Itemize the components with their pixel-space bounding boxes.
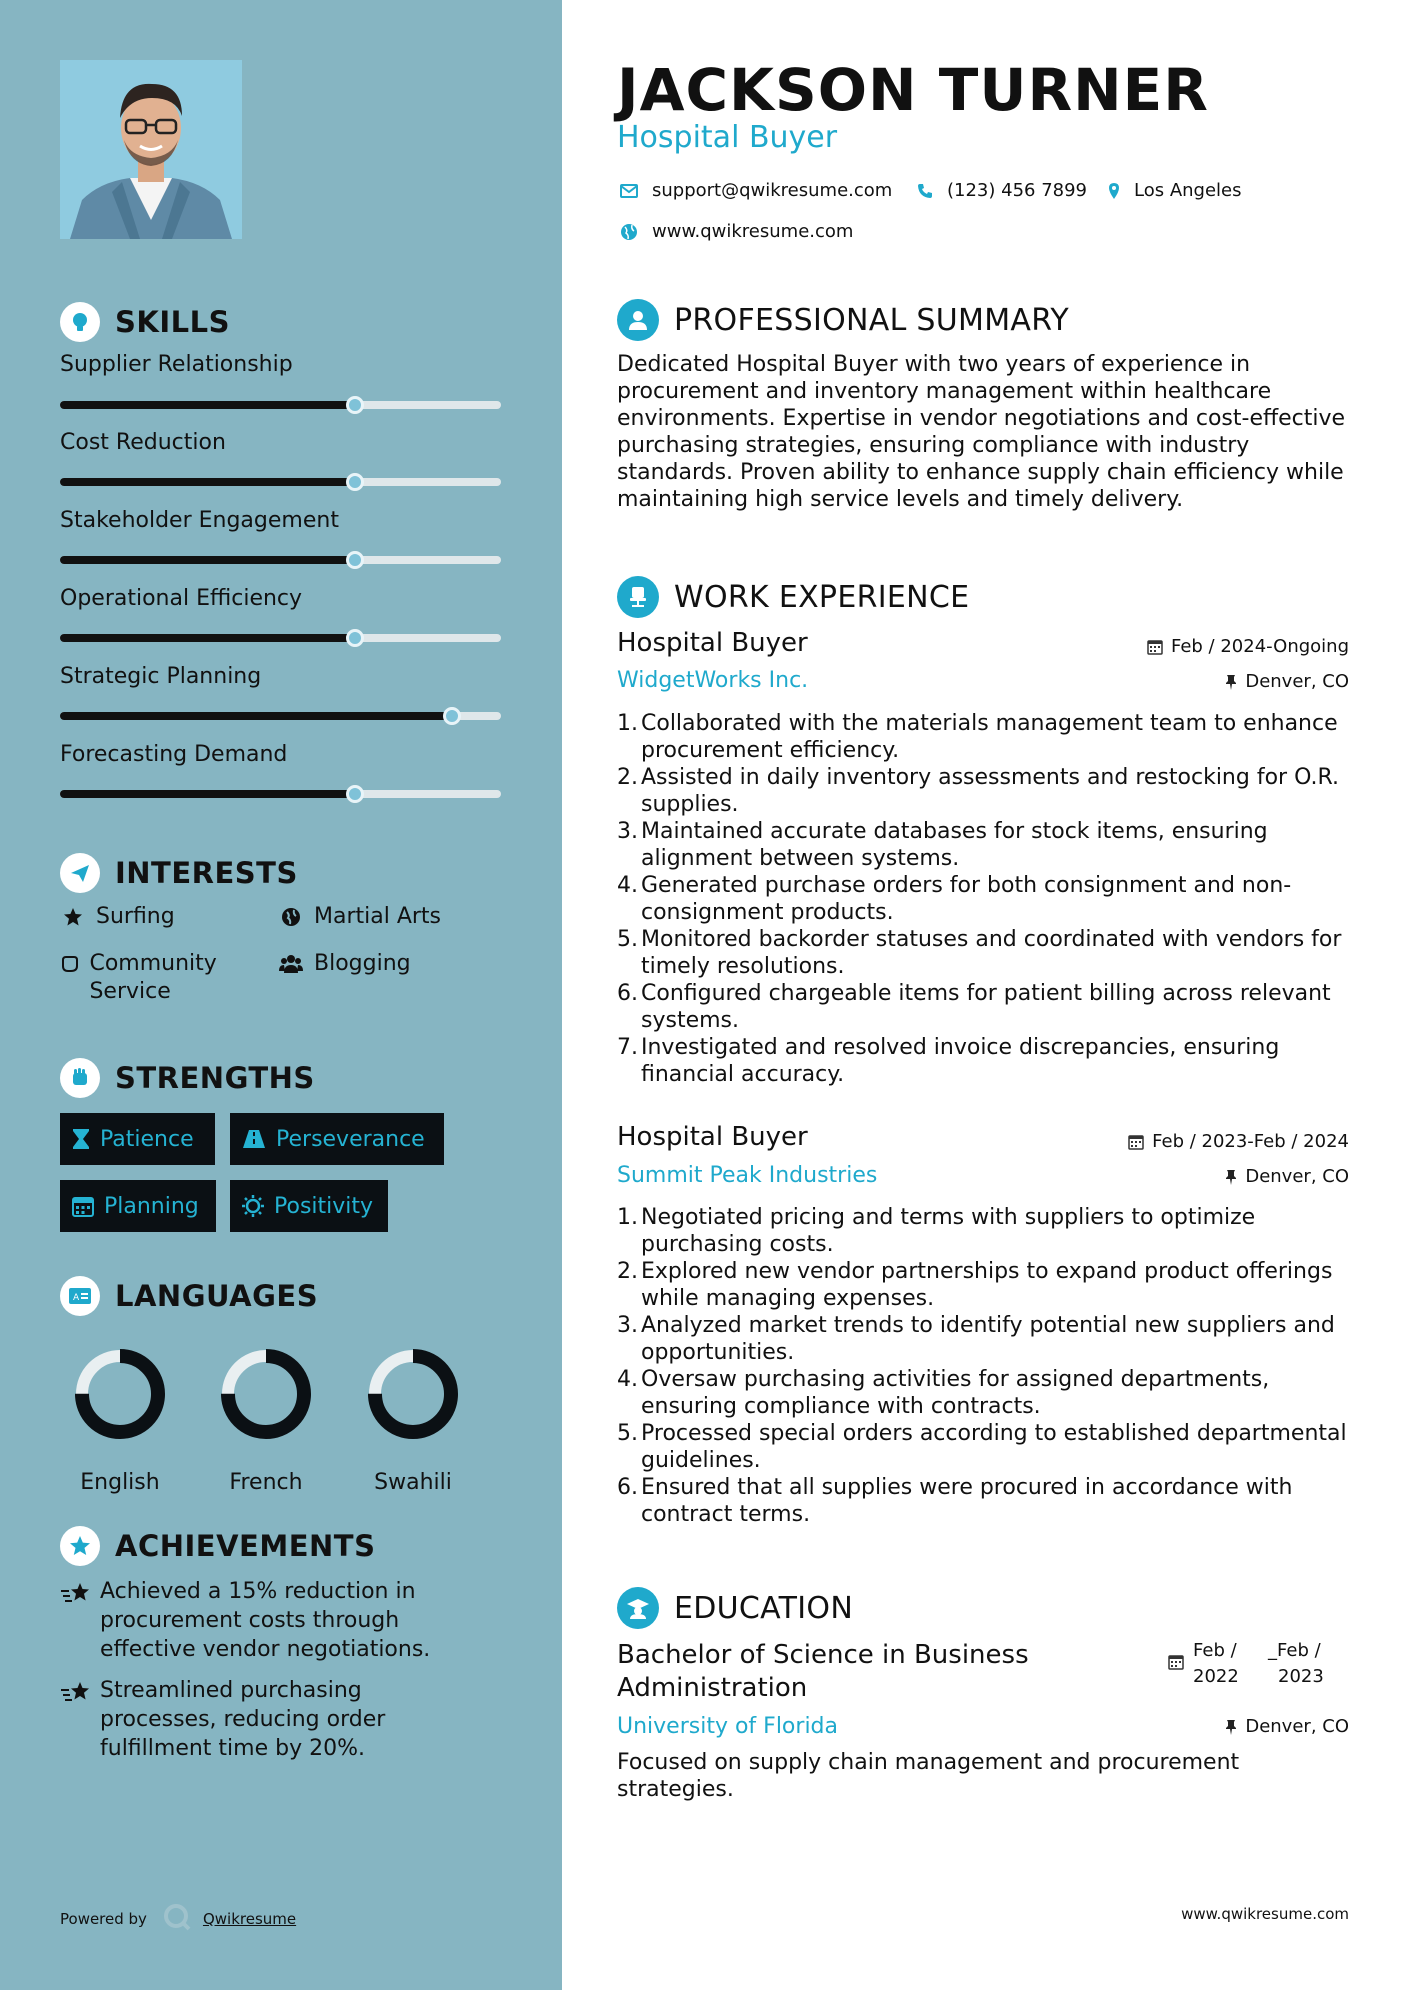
- star-badge-icon: [60, 1526, 100, 1566]
- calendar-icon: [1147, 639, 1163, 655]
- education-end-line-2: 2023: [1278, 1666, 1324, 1687]
- language-item: [363, 1344, 463, 1495]
- bullet-text: Maintained accurate databases for stock items, ensuring alignment between systems.: [641, 819, 1268, 871]
- job-bullets: [617, 1204, 1362, 1528]
- profile-photo: [60, 60, 242, 239]
- calendar-icon: [1168, 1654, 1184, 1674]
- achievement-item: [60, 1577, 470, 1664]
- skill-label: Stakeholder Engagement: [60, 508, 339, 533]
- language-item: [70, 1344, 170, 1495]
- experience-title: WORK EXPERIENCE: [674, 579, 970, 615]
- bullet-text: Processed special orders according to established departmental guidelines.: [641, 1421, 1347, 1473]
- skill-bar-knob: [346, 473, 364, 491]
- qwikresume-link[interactable]: Qwikresume: [202, 1910, 297, 1928]
- interests-header: [60, 853, 298, 893]
- education-start-line-2: 2022: [1193, 1666, 1239, 1687]
- education-location-text: Denver, CO: [1245, 1716, 1349, 1737]
- education-end-line-1: Feb /: [1277, 1640, 1321, 1661]
- strength-label: Patience: [100, 1126, 194, 1152]
- language-label: Swahili: [374, 1470, 452, 1495]
- list-item: [617, 710, 1362, 764]
- degree-line-2: Administration: [617, 1673, 808, 1703]
- pushpin-icon: [1225, 1169, 1237, 1185]
- bullet-text: Ensured that all supplies were procured in accordance with contract terms.: [641, 1475, 1293, 1527]
- graduate-icon: [617, 1587, 659, 1629]
- paper-plane-icon: [60, 853, 100, 893]
- education-start-line-1: Feb /: [1193, 1640, 1237, 1661]
- bullet-text: Collaborated with the materials management team to enhance procurement efficiency.: [641, 711, 1338, 763]
- education-title: EDUCATION: [674, 1590, 854, 1626]
- star-icon: [58, 903, 88, 927]
- school-name[interactable]: University of Florida: [617, 1714, 838, 1739]
- lightbulb-icon: [60, 302, 100, 342]
- job-location: [1225, 671, 1349, 692]
- list-item: [617, 1258, 1362, 1312]
- education-end-date: [1268, 1638, 1324, 1690]
- sidebar: [0, 0, 562, 1990]
- language-ring: [70, 1344, 170, 1444]
- skill-bar: [60, 712, 501, 720]
- bullet-number: 2.: [617, 1259, 638, 1284]
- interest-label: Martial Arts: [314, 904, 442, 929]
- list-item: [617, 818, 1362, 872]
- calendar-icon: [72, 1195, 94, 1217]
- job-dates-text: Feb / 2024-Ongoing: [1170, 636, 1349, 657]
- bullet-number: 4.: [617, 1367, 638, 1392]
- user-icon: [617, 299, 659, 341]
- map-pin-icon: [1108, 182, 1120, 200]
- skill-label: Strategic Planning: [60, 664, 262, 689]
- list-item: [617, 1204, 1362, 1258]
- strength-tag: [60, 1113, 215, 1165]
- job-location-text: Denver, CO: [1245, 671, 1349, 692]
- language-card-icon: [60, 1276, 100, 1316]
- bullet-number: 5.: [617, 1421, 638, 1446]
- pushpin-icon: [1225, 674, 1237, 690]
- svg-text:A: A: [73, 1293, 80, 1303]
- location-text: Los Angeles: [1134, 180, 1242, 201]
- achievement-item: [60, 1676, 470, 1763]
- company-name[interactable]: Summit Peak Industries: [617, 1163, 878, 1188]
- skills-header: [60, 302, 230, 342]
- skill-label: Forecasting Demand: [60, 742, 288, 767]
- list-item: [617, 1420, 1362, 1474]
- skill-bar-knob: [346, 551, 364, 569]
- qwikresume-logo-icon: [163, 1903, 191, 1935]
- experience-header: [617, 576, 969, 618]
- skill-bar-fill: [60, 478, 355, 486]
- skill-bar: [60, 478, 501, 486]
- strengths-title: STRENGTHS: [115, 1061, 315, 1095]
- job-dates: [1128, 1131, 1349, 1152]
- interests-title: INTERESTS: [115, 856, 298, 890]
- bullet-number: 6.: [617, 1475, 638, 1500]
- bullet-text: Configured chargeable items for patient billing across relevant systems.: [641, 981, 1331, 1033]
- contact-website: [620, 221, 853, 242]
- summary-text: Dedicated Hospital Buyer with two years of experience in procurement and inventory management within healthcare environments. Expertise in vendor negotiations and cost-effective purchasing strategies, ensuring compliance with industry standards. Proven ability to enhance supply chain efficiency while maintaining high service levels and timely delivery.: [617, 352, 1346, 512]
- bullet-number: 2.: [617, 765, 638, 790]
- list-item: [617, 1366, 1362, 1420]
- bullet-text: Investigated and resolved invoice discrepancies, ensuring financial accuracy.: [641, 1035, 1280, 1087]
- bullet-number: 5.: [617, 927, 638, 952]
- shooting-star-icon: [60, 1577, 100, 1664]
- candidate-role: Hospital Buyer: [617, 120, 838, 155]
- languages-title: LANGUAGES: [115, 1279, 319, 1313]
- hand-icon: [58, 950, 81, 974]
- bullet-number: 6.: [617, 981, 638, 1006]
- sun-icon: [242, 1195, 264, 1217]
- powered-by-label: Powered by: [60, 1910, 147, 1928]
- strength-label: Positivity: [274, 1193, 374, 1219]
- bullet-number: 1.: [617, 711, 638, 736]
- job-bullets: [617, 710, 1362, 1088]
- achievements-title: ACHIEVEMENTS: [115, 1529, 376, 1563]
- strength-label: Planning: [104, 1193, 199, 1219]
- powered-by: [60, 1903, 296, 1935]
- envelope-icon: [620, 184, 638, 198]
- skill-bar: [60, 634, 501, 642]
- skill-bar-fill: [60, 790, 355, 798]
- skill-bar-knob: [346, 629, 364, 647]
- education-location: [1225, 1716, 1349, 1737]
- hourglass-icon: [72, 1128, 90, 1150]
- bullet-text: Oversaw purchasing activities for assigned departments, ensuring compliance with contracts.: [641, 1367, 1270, 1419]
- list-item: [617, 980, 1362, 1034]
- summary-header: [617, 299, 1069, 341]
- contact-location: [1108, 180, 1242, 201]
- bullet-text: Explored new vendor partnerships to expand product offerings while managing expenses.: [641, 1259, 1333, 1311]
- bullet-text: Generated purchase orders for both consignment and non-consignment products.: [641, 873, 1292, 925]
- bullet-text: Monitored backorder statuses and coordinated with vendors for timely resolutions.: [641, 927, 1342, 979]
- office-chair-icon: [617, 576, 659, 618]
- bullet-number: 7.: [617, 1035, 638, 1060]
- interest-item: [58, 950, 258, 1006]
- skills-title: SKILLS: [115, 305, 230, 339]
- website-text[interactable]: www.qwikresume.com: [652, 221, 854, 242]
- strength-label: Perseverance: [276, 1126, 425, 1152]
- footer-url[interactable]: www.qwikresume.com: [1181, 1905, 1349, 1923]
- bullet-number: 1.: [617, 1205, 638, 1230]
- achievement-text: Streamlined purchasing processes, reducing order fulfillment time by 20%.: [100, 1678, 386, 1761]
- globe-icon: [620, 223, 638, 241]
- phone-icon: [917, 183, 933, 199]
- skill-bar-fill: [60, 712, 452, 720]
- strength-tag: [60, 1180, 216, 1232]
- achievement-text: Achieved a 15% reduction in procurement costs through effective vendor negotiations.: [100, 1579, 431, 1662]
- interest-item: [58, 903, 175, 931]
- bullet-number: 3.: [617, 819, 638, 844]
- contact-email: [620, 180, 892, 201]
- degree-title: [617, 1639, 1029, 1705]
- company-name[interactable]: WidgetWorks Inc.: [617, 668, 809, 693]
- education-end-prefix: _: [1268, 1640, 1277, 1661]
- language-ring: [363, 1344, 463, 1444]
- strength-tag: [230, 1113, 444, 1165]
- language-ring: [216, 1344, 316, 1444]
- skill-bar-fill: [60, 556, 355, 564]
- globe-icon: [276, 903, 306, 927]
- calendar-icon: [1128, 1134, 1144, 1150]
- phone-text[interactable]: (123) 456 7899: [947, 180, 1088, 201]
- skill-bar: [60, 401, 501, 409]
- interest-item: [276, 903, 441, 931]
- interest-label: Blogging: [314, 951, 411, 976]
- skill-label: Cost Reduction: [60, 430, 226, 455]
- contact-phone: [917, 180, 1087, 201]
- language-label: French: [229, 1470, 303, 1495]
- achievements-header: [60, 1526, 375, 1566]
- job-title: Hospital Buyer: [617, 1122, 808, 1152]
- bullet-number: 3.: [617, 1313, 638, 1338]
- strength-tag: [230, 1180, 388, 1232]
- list-item: [617, 1034, 1362, 1088]
- strengths-header: [60, 1058, 315, 1098]
- fist-icon: [60, 1058, 100, 1098]
- skill-bar: [60, 790, 501, 798]
- skill-label: Operational Efficiency: [60, 586, 303, 611]
- skill-bar-knob: [346, 396, 364, 414]
- education-description: Focused on supply chain management and procurement strategies.: [617, 1750, 1240, 1802]
- job-location: [1225, 1166, 1349, 1187]
- interest-label: Community Service: [89, 951, 217, 1004]
- list-item: [617, 872, 1362, 926]
- skill-bar-fill: [60, 634, 355, 642]
- job-dates-text: Feb / 2023-Feb / 2024: [1152, 1131, 1349, 1152]
- email-text[interactable]: support@qwikresume.com: [652, 180, 893, 201]
- language-item: [216, 1344, 316, 1495]
- skill-bar-knob: [443, 707, 461, 725]
- bullet-text: Negotiated pricing and terms with suppliers to optimize purchasing costs.: [641, 1205, 1256, 1257]
- avatar: [60, 60, 242, 239]
- candidate-name: JACKSON TURNER: [617, 56, 1209, 124]
- bullet-text: Analyzed market trends to identify potential new suppliers and opportunities.: [641, 1313, 1335, 1365]
- list-item: [617, 1474, 1362, 1528]
- road-icon: [242, 1129, 266, 1149]
- bullet-number: 4.: [617, 873, 638, 898]
- interest-label: Surfing: [96, 904, 175, 929]
- language-label: English: [80, 1470, 160, 1495]
- job-dates: [1147, 636, 1349, 657]
- education-header: [617, 1587, 853, 1629]
- education-start-date: [1193, 1638, 1239, 1690]
- list-item: [617, 764, 1362, 818]
- bullet-text: Assisted in daily inventory assessments and restocking for O.R. supplies.: [641, 765, 1339, 817]
- job-location-text: Denver, CO: [1245, 1166, 1349, 1187]
- job-title: Hospital Buyer: [617, 628, 808, 658]
- skill-bar-fill: [60, 401, 355, 409]
- interest-item: [276, 950, 411, 978]
- list-item: [617, 926, 1362, 980]
- skill-bar-knob: [346, 785, 364, 803]
- users-icon: [276, 950, 306, 974]
- degree-line-1: Bachelor of Science in Business: [617, 1640, 1029, 1670]
- summary-title: PROFESSIONAL SUMMARY: [674, 302, 1070, 338]
- languages-header: [60, 1276, 318, 1316]
- skill-label: Supplier Relationship: [60, 352, 293, 377]
- list-item: [617, 1312, 1362, 1366]
- pushpin-icon: [1225, 1719, 1237, 1735]
- shooting-star-icon: [60, 1676, 100, 1763]
- skill-bar: [60, 556, 501, 564]
